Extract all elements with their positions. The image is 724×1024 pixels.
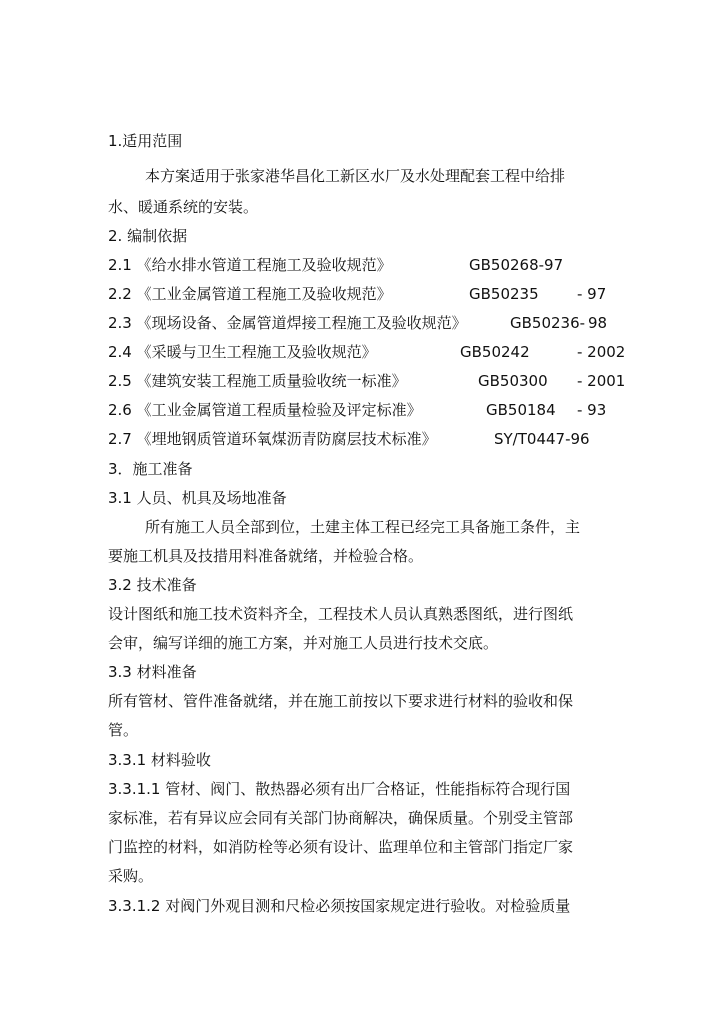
- section-3-3-heading: 3.3 材料准备: [108, 663, 197, 681]
- section-1-heading: 1.适用范围: [108, 132, 183, 150]
- reference-title: 《工业金属管道工程质量检验及评定标准》: [136, 401, 422, 419]
- reference-code: GB50242: [460, 343, 530, 361]
- section-3-1-line-2: 要施工机具及技措用料准备就绪，并检验合格。: [108, 547, 424, 565]
- section-1-paragraph-line-2: 水、暖通系统的安装。: [108, 198, 259, 216]
- reference-code: GB50184: [486, 401, 556, 419]
- reference-title: 《埋地钢质管道环氧煤沥青防腐层技术标准》: [136, 430, 437, 448]
- reference-year: - 93: [577, 401, 607, 419]
- section-3-3-1-1-line-2: 家标准，若有异议应会同有关部门协商解决，确保质量。个别受主管部: [108, 809, 574, 827]
- reference-year: - 97: [577, 285, 607, 303]
- reference-code: GB50268-97: [469, 256, 564, 274]
- section-3-3-1-2-line-1: 3.3.1.2 对阀门外观目测和尺检必须按国家规定进行验收。对检验质量: [108, 897, 571, 915]
- section-3-2-line-1: 设计图纸和施工技术资料齐全，工程技术人员认真熟悉图纸，进行图纸: [108, 605, 574, 623]
- reference-title: 《建筑安装工程施工质量验收统一标准》: [136, 372, 407, 390]
- section-3-3-1-1-line-4: 采购。: [108, 867, 154, 885]
- section-3-3-1-heading: 3.3.1 材料验收: [108, 751, 211, 769]
- reference-title: 《工业金属管道工程施工及验收规范》: [136, 285, 392, 303]
- section-3-1-line-1: 所有施工人员全部到位，土建主体工程已经完工具备施工条件，主: [145, 518, 581, 536]
- reference-number: 2.1: [108, 256, 132, 274]
- section-3-3-1-1-line-1: 3.3.1.1 管材、阀门、散热器必须有出厂合格证，性能指标符合现行国: [108, 780, 571, 798]
- reference-number: 2.5: [108, 372, 132, 390]
- section-3-3-line-1: 所有管材、管件准备就绪，并在施工前按以下要求进行材料的验收和保: [108, 692, 574, 710]
- reference-year: - 2002: [577, 343, 626, 361]
- reference-code: GB50236-: [510, 314, 586, 332]
- reference-year: - 2001: [577, 372, 626, 390]
- reference-number: 2.3: [108, 314, 132, 332]
- section-3-3-1-1-line-3: 门监控的材料，如消防栓等必须有设计、监理单位和主管部门指定厂家: [108, 838, 574, 856]
- section-3-heading: 3．施工准备: [108, 460, 193, 478]
- reference-number: 2.6: [108, 401, 132, 419]
- reference-number: 2.2: [108, 285, 132, 303]
- section-3-3-line-2: 管。: [108, 721, 139, 739]
- reference-title: 《现场设备、金属管道焊接工程施工及验收规范》: [136, 314, 467, 332]
- reference-title: 《给水排水管道工程施工及验收规范》: [136, 256, 392, 274]
- section-2-heading: 2. 编制依据: [108, 227, 188, 245]
- reference-number: 2.4: [108, 343, 132, 361]
- reference-number: 2.7: [108, 430, 132, 448]
- section-1-paragraph-line-1: 本方案适用于张家港华昌化工新区水厂及水处理配套工程中给排: [145, 167, 566, 185]
- section-3-1-heading: 3.1 人员、机具及场地准备: [108, 489, 287, 507]
- reference-code: GB50300: [478, 372, 548, 390]
- reference-code: GB50235: [469, 285, 539, 303]
- section-3-2-heading: 3.2 技术准备: [108, 576, 197, 594]
- reference-code: SY/T0447-96: [494, 430, 590, 448]
- reference-year: 98: [588, 314, 608, 332]
- section-3-2-line-2: 会审，编写详细的施工方案，并对施工人员进行技术交底。: [108, 634, 499, 652]
- reference-title: 《采暖与卫生工程施工及验收规范》: [136, 343, 377, 361]
